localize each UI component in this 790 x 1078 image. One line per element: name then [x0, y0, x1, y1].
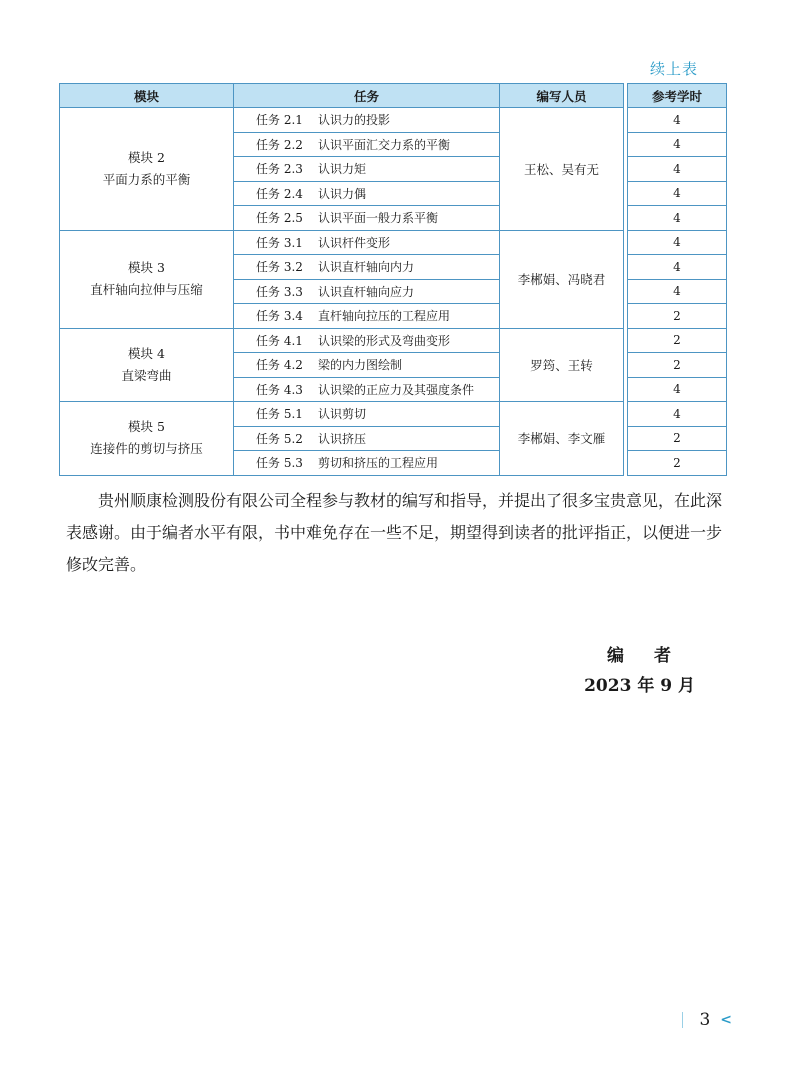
task-id: 任务 2.3	[256, 162, 303, 177]
module-number: 模块 3	[128, 260, 165, 275]
task-name: 认识梁的形式及弯曲变形	[318, 333, 451, 348]
module-cell	[60, 328, 234, 402]
paragraph: 贵州顺康检测股份有限公司全程参与教材的编写和指导，并提出了很多宝贵意见，在此深表感谢。由于编者水平有限，书中难免存在一些不足，期望得到读者的批评指正，以便进一步修改完善。	[66, 491, 723, 574]
hours-cell: 4	[628, 132, 727, 157]
module-title: 直梁弯曲	[121, 367, 172, 383]
task-cell	[234, 451, 500, 476]
task-id: 任务 3.1	[256, 235, 303, 250]
signature-date: 2023 年 9 月	[584, 676, 695, 696]
task-name: 认识直杆轴向内力	[318, 260, 415, 275]
task-id: 任务 3.3	[256, 284, 303, 299]
authors-cell: 李郴娟、李文雁	[500, 402, 624, 476]
module-title: 连接件的剪切与挤压	[90, 441, 203, 457]
task-name: 认识力矩	[318, 162, 367, 177]
task-name: 认识直杆轴向应力	[318, 284, 415, 299]
module-cell	[60, 402, 234, 476]
task-cell	[234, 426, 500, 451]
task-cell	[234, 328, 500, 353]
footer-divider	[682, 1012, 683, 1028]
editor-char-2: 者	[654, 646, 671, 666]
task-cell	[234, 206, 500, 231]
task-name: 剪切和挤压的工程应用	[318, 456, 439, 471]
hours-cell: 2	[628, 426, 727, 451]
header-authors: 编写人员	[500, 84, 624, 108]
hours-cell: 4	[628, 157, 727, 182]
task-cell	[234, 157, 500, 182]
table-row	[60, 328, 727, 353]
task-name: 梁的内力图绘制	[318, 358, 403, 373]
task-name: 认识力偶	[318, 186, 367, 201]
task-name: 直杆轴向拉压的工程应用	[318, 309, 451, 324]
table-body	[60, 108, 727, 476]
task-id: 任务 2.2	[256, 137, 303, 152]
task-cell	[234, 377, 500, 402]
hours-cell: 4	[628, 255, 727, 280]
module-title: 平面力系的平衡	[102, 171, 191, 187]
task-id: 任务 5.2	[256, 431, 303, 446]
task-cell	[234, 255, 500, 280]
task-name: 认识杆件变形	[318, 235, 391, 250]
task-id: 任务 4.2	[256, 358, 303, 373]
table-row	[60, 108, 727, 133]
hours-cell: 2	[628, 451, 727, 476]
task-cell	[234, 279, 500, 304]
task-cell	[234, 108, 500, 133]
page-number: 3	[699, 1010, 711, 1030]
module-cell	[60, 108, 234, 231]
table-header-row	[60, 84, 727, 108]
authors-cell: 王松、吴有无	[500, 108, 624, 231]
hours-cell: 2	[628, 304, 727, 329]
hours-cell: 4	[628, 206, 727, 231]
header-module: 模块	[60, 84, 234, 108]
signature-block	[584, 641, 695, 696]
task-name: 认识挤压	[318, 431, 367, 446]
task-cell	[234, 402, 500, 427]
module-number: 模块 4	[128, 345, 165, 361]
header-hours: 参考学时	[628, 84, 727, 108]
hours-cell: 2	[628, 328, 727, 353]
task-name: 认识梁的正应力及其强度条件	[318, 382, 475, 397]
task-id: 任务 2.1	[256, 113, 303, 128]
table-row	[60, 402, 727, 427]
task-name: 认识平面一般力系平衡	[318, 211, 439, 226]
authors-cell: 罗筠、王转	[500, 328, 624, 402]
task-id: 任务 3.2	[256, 260, 303, 275]
task-id: 任务 5.1	[256, 407, 303, 422]
header-task: 任务	[234, 84, 500, 108]
task-name: 认识剪切	[318, 407, 367, 422]
hours-cell: 4	[628, 108, 727, 133]
editor-label	[584, 641, 671, 666]
page-footer	[682, 1010, 732, 1030]
hours-cell: 4	[628, 279, 727, 304]
course-table	[59, 83, 727, 476]
hours-cell: 2	[628, 353, 727, 378]
task-cell	[234, 353, 500, 378]
task-id: 任务 5.3	[256, 456, 303, 471]
task-cell	[234, 304, 500, 329]
task-name: 认识力的投影	[318, 113, 391, 128]
module-cell	[60, 230, 234, 328]
acknowledgement-text	[66, 485, 736, 581]
hours-cell: 4	[628, 377, 727, 402]
hours-cell: 4	[628, 230, 727, 255]
task-id: 任务 4.1	[256, 333, 303, 348]
editor-char-1: 编	[607, 646, 624, 666]
hours-cell: 4	[628, 181, 727, 206]
task-name: 认识平面汇交力系的平衡	[318, 137, 451, 152]
hours-cell: 4	[628, 402, 727, 427]
task-cell	[234, 181, 500, 206]
page-arrow-icon: <	[720, 1012, 732, 1028]
module-number: 模块 2	[128, 149, 165, 165]
task-id: 任务 3.4	[256, 309, 303, 324]
table-row	[60, 230, 727, 255]
module-number: 模块 5	[128, 419, 165, 435]
task-cell	[234, 132, 500, 157]
authors-cell: 李郴娟、冯晓君	[500, 230, 624, 328]
task-cell	[234, 230, 500, 255]
task-id: 任务 4.3	[256, 382, 303, 397]
continued-label: 续上表	[649, 60, 698, 78]
task-id: 任务 2.4	[256, 186, 303, 201]
task-id: 任务 2.5	[256, 211, 303, 226]
module-title: 直杆轴向拉伸与压缩	[90, 282, 203, 297]
